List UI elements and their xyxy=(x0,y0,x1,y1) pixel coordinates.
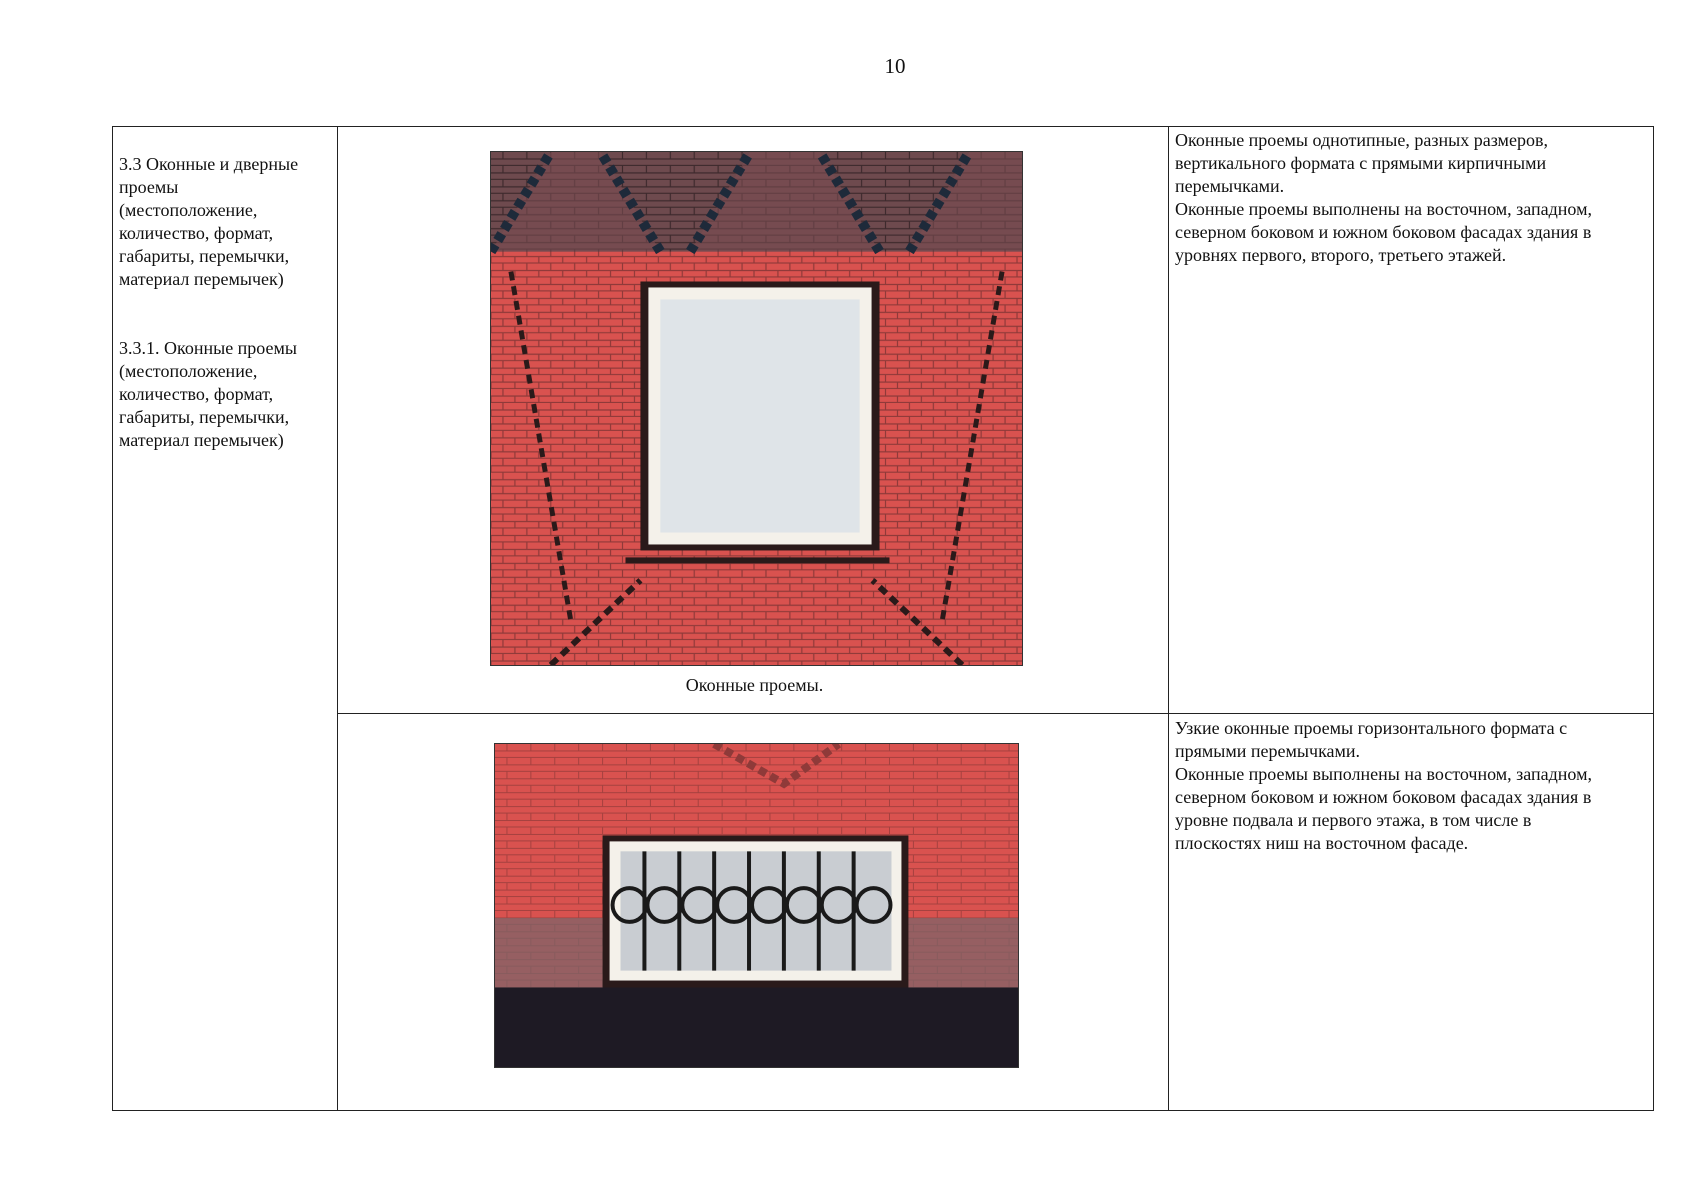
feature-column xyxy=(119,130,333,498)
page-number: 10 xyxy=(884,54,906,78)
section-3-3-label: 3.3 Оконные и дверные проемы (местоположение, количество, формат, габариты, перемычки, материал перемычек) xyxy=(119,154,299,289)
row-1-description: Оконные проемы однотипные, разных размеров, вертикального формата с прямыми кирпичными перемычками. Оконные проемы выполнены на восточном, западном, северном боковом и южном боковом фасадах здания в уровнях первого, второго, третьего этажей. xyxy=(1175,130,1592,265)
window-photo xyxy=(490,151,1023,666)
section-3-3-1-label: 3.3.1. Оконные проемы (местоположение, количество, формат, габариты, перемычки, материал перемычек) xyxy=(119,338,298,450)
photo-caption: Оконные проемы. xyxy=(685,675,824,695)
column-divider xyxy=(337,127,338,1110)
content-table xyxy=(112,126,1654,1111)
row-2-description: Узкие оконные проемы горизонтального формата с прямыми перемычками. Оконные проемы выполнены на восточном, западном, северном боковом и южном боковом фасадах здания в уровне подвала и первого этажа, в том числе в плоскостях ниш на восточном фасаде. xyxy=(1175,718,1592,853)
barred-basement-window-photo-icon xyxy=(495,744,1018,1067)
window-photo xyxy=(494,743,1019,1068)
brick-wall-window-photo-icon xyxy=(491,152,1022,665)
row-divider xyxy=(337,713,1653,714)
column-divider xyxy=(1168,127,1169,1110)
